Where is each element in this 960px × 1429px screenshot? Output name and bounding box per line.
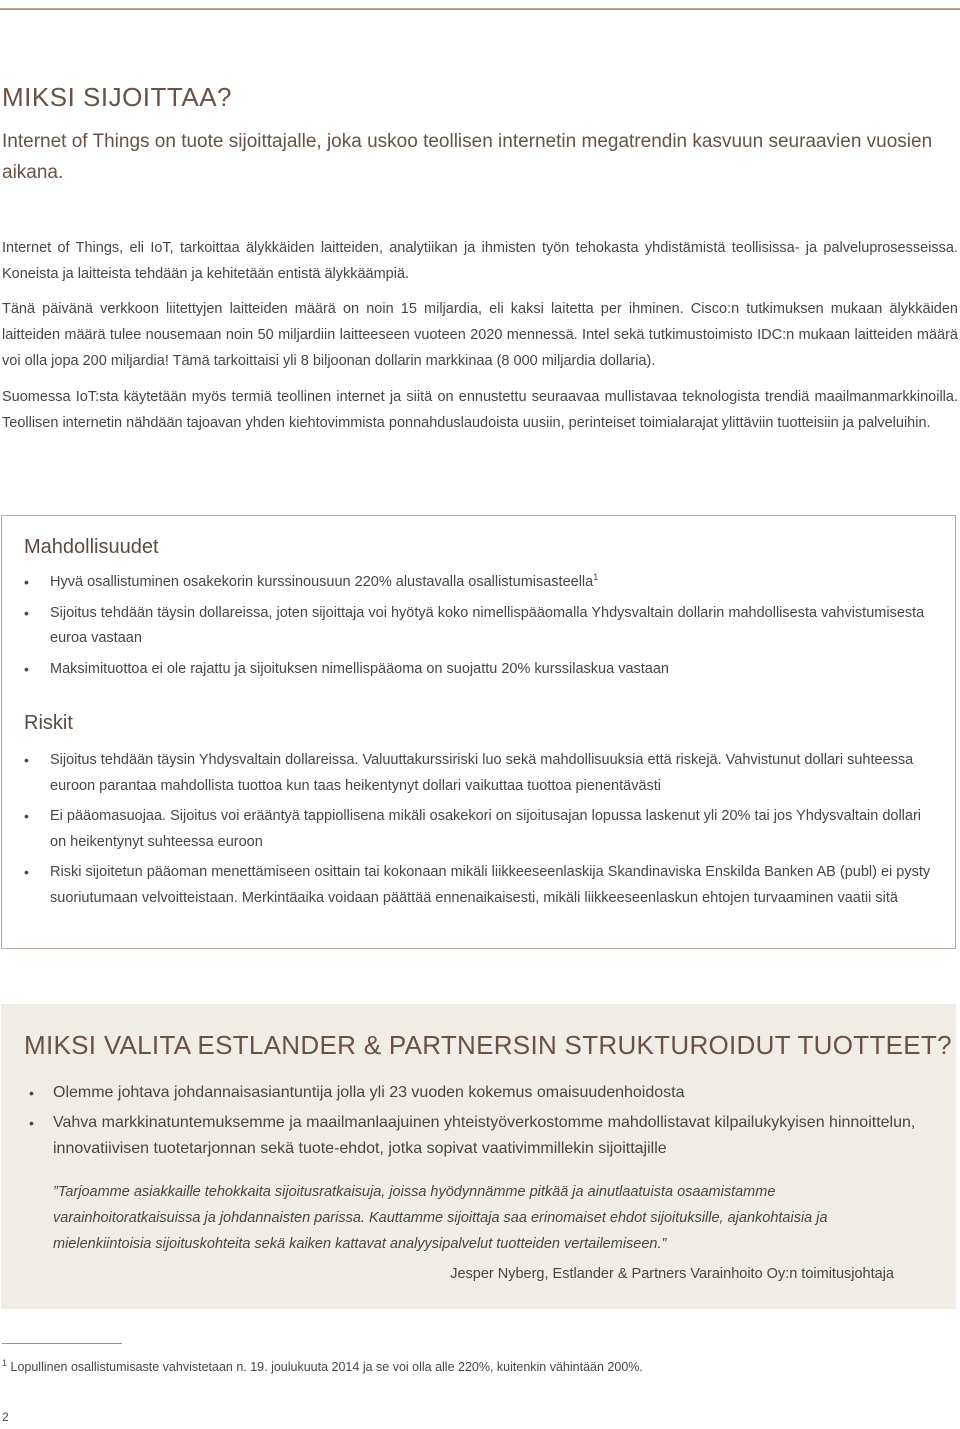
footnote-reference: 1: [593, 572, 599, 583]
list-item: [24, 657, 939, 683]
bullet-icon: •: [29, 1085, 34, 1101]
risk-text-1: Sijoitus tehdään täysin Yhdysvaltain dollareissa. Valuuttakurssiriski luo sekä mahdollisuuksia että riskejä. Vahvistunut dollari suhteessa euroon parantaa mahdollista tuottoa kun taas heikentynyt dollari vaikuttaa tuottoa pienentävästi: [50, 752, 914, 794]
list-item: [29, 1110, 929, 1162]
opportunities-list: [24, 570, 939, 687]
quote-attribution: Jesper Nyberg, Estlander & Partners Varainhoito Oy:n toimitusjohtaja: [450, 1266, 894, 1282]
body-paragraph-1: Internet of Things, eli IoT, tarkoittaa älykkäiden laitteiden, analytiikan ja ihmisten työn tehokasta yhdistämistä teollisissa- ja palveluprosesseissa. Koneista ja laitteista tehdään ja kehitetään entistä älykkäämpiä.: [2, 240, 958, 282]
footnote-text: Lopullinen osallistumisaste vahvistetaan n. 19. joulukuuta 2014 ja se voi olla alle 220%, kuitenkin vähintään 200%.: [10, 1360, 643, 1374]
bullet-icon: •: [24, 660, 29, 677]
opportunity-text-2: Sijoitus tehdään täysin dollareissa, joten sijoittaja voi hyötyä koko nimellispääomalla Yhdysvaltain dollarin mahdollisesta vahvistumisesta euroa vastaan: [50, 604, 925, 646]
bullet-icon: •: [24, 752, 29, 768]
risks-list: [24, 748, 939, 916]
ceo-quote: ”Tarjoamme asiakkaille tehokkaita sijoitusratkaisuja, joissa hyödynnämme pitkää ja ainutlaatuista osaamistamme varainhoitoratkaisuissa ja johdannaisten parissa. Kauttamme sijoittaja saa erinomaiset ehdot sijoituksille, ajankohtaisia ja mielenkiintoisia sijoituskohteita sekä kaiken kattavat analyysipalvelut tuotteiden vertailemiseen.”: [53, 1184, 828, 1252]
list-item: [24, 570, 939, 596]
lead-paragraph: Internet of Things on tuote sijoittajalle, joka uskoo teollisen internetin megatrendin kasvuun seuraavien vuosien aikana.: [2, 131, 933, 183]
opportunity-text-3: Maksimituottoa ei ole rajattu ja sijoituksen nimellispääoma on suojattu 20% kurssilaskua vastaan: [50, 660, 669, 677]
risk-text-2: Ei pääomasuojaa. Sijoitus voi erääntyä tappiollisena mikäli osakekori on sijoitusajan lopussa laskenut yli 20% tai jos Yhdysvaltain dollari on heikentynyt suhteessa euroon: [50, 808, 922, 850]
footnote-rule: [2, 1343, 122, 1344]
bullet-icon: •: [24, 574, 29, 590]
page-number: 2: [2, 1410, 9, 1424]
page-title: MIKSI SIJOITTAA?: [2, 82, 233, 112]
bullet-icon: •: [24, 864, 29, 880]
panel-point-1: Olemme johtava johdannaisasiantuntija jolla yli 23 vuoden kokemus omaisuudenhoidosta: [53, 1084, 685, 1101]
panel-point-2: Vahva markkinatuntemuksemme ja maailmanlaajuinen yhteistyöverkostomme mahdollistavat kilpailukykyisen hinnoittelun, innovatiivisen tuotetarjonnan sekä tuote-ehdot, jotka sopivat vaativimmillekin sijoittajille: [53, 1114, 916, 1157]
bullet-icon: •: [24, 808, 29, 824]
body-paragraph-3: Suomessa IoT:sta käytetään myös termiä teollinen internet ja siitä on ennustettu seuraavaa mullistavaa teknologista trendiä maailmanmarkkinoilla. Teollisen internetin nähdään tajoavan yhden kiehtovimmista ponnahduslaudoista uusiin, perinteiset toimialarajat ylittäviin tuotteisiin ja palveluihin.: [2, 389, 958, 431]
panel-points-list: [29, 1080, 929, 1166]
risks-heading: Riskit: [24, 712, 73, 734]
body-paragraph-2: Tänä päivänä verkkoon liitettyjen laitteiden määrä on noin 15 miljardia, eli kaksi laitetta per ihminen. Cisco:n tutkimuksen mukaan älykkäiden laitteiden määrä tulee nousemaan noin 50 miljardiin laitteeseen vuoteen 2020 mennessä. Intel sekä tutkimustoimisto IDC:n mukaan laitteiden määrä voi olla jopa 200 miljardia! Tämä tarkoittaisi yli 8 biljoonan dollarin markkinaa (8 000 miljardia dollaria).: [2, 301, 958, 369]
list-item: [24, 748, 939, 799]
opportunities-heading: Mahdollisuudet: [24, 536, 159, 558]
list-item: [24, 601, 939, 652]
why-choose-panel: [1, 1004, 956, 1309]
risk-text-3: Riski sijoitetun pääoman menettämiseen osittain tai kokonaan mikäli liikkeeseenlaskija Skandinaviska Enskilda Banken AB (publ) ei pysty suoriutumaan velvoitteistaan. Merkintäaika voidaan päättää ennenaikaisesti, mikäli liikkeeseenlaskun ehtojen turvaaminen vaatii sitä: [50, 864, 931, 906]
top-rule: [0, 8, 960, 10]
opportunity-text-1: Hyvä osallistuminen osakekorin kurssinousuun 220% alustavalla osallistumisasteella: [50, 574, 594, 590]
panel-title: MIKSI VALITA ESTLANDER & PARTNERSIN STRUKTUROIDUT TUOTTEET?: [24, 1030, 952, 1060]
list-item: [24, 860, 939, 911]
bullet-icon: •: [24, 604, 29, 621]
list-item: [29, 1080, 929, 1106]
list-item: [24, 804, 939, 855]
opportunities-risks-box: [1, 515, 956, 949]
bullet-icon: •: [29, 1115, 34, 1131]
footnote: [2, 1357, 643, 1374]
footnote-marker: 1: [2, 1357, 8, 1368]
